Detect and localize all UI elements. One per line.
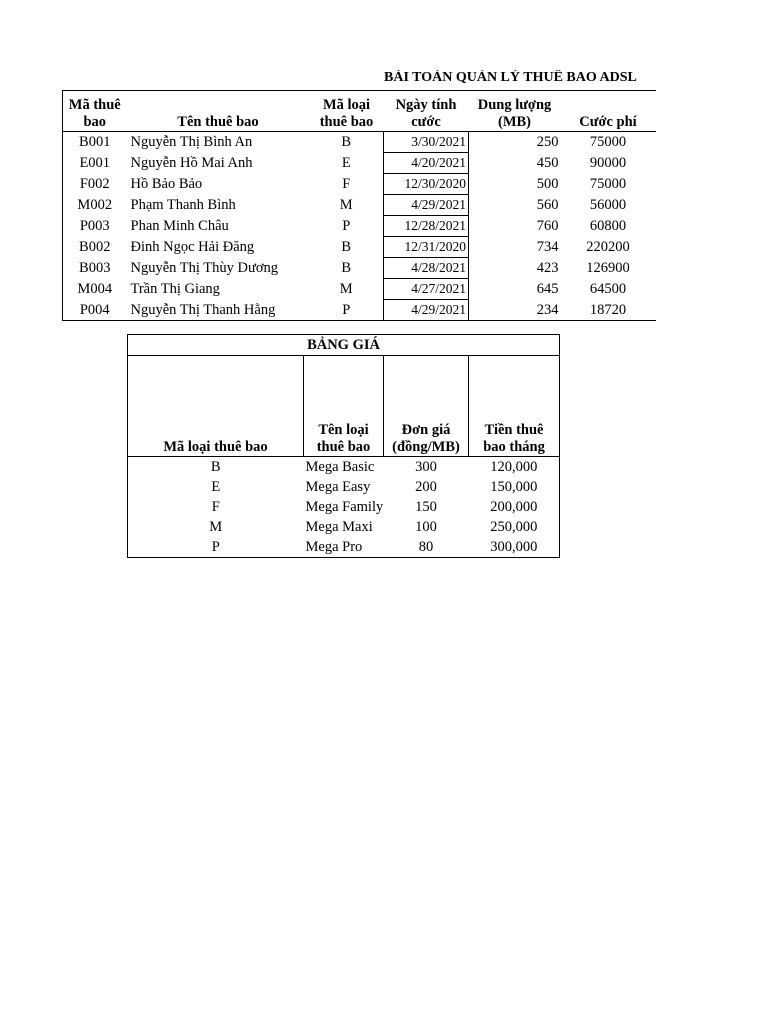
cell-ma-thue-bao: F002 xyxy=(63,174,127,195)
cell-ngay-tinh-cuoc: 12/28/2021 xyxy=(384,216,469,237)
cell-ngay-tinh-cuoc: 12/31/2020 xyxy=(384,237,469,258)
cell-ma-loai: B xyxy=(210,459,221,475)
table-row xyxy=(63,216,656,237)
header-tien-thue: Tiền thuê bao tháng xyxy=(469,356,560,457)
header-ma-thue-bao: Mã thuê bao xyxy=(63,91,127,132)
header-ngay-tinh-cuoc: Ngày tính cước xyxy=(384,91,469,132)
cell-ten-thue-bao: Phan Minh Châu xyxy=(130,218,229,234)
table-row xyxy=(128,477,560,497)
cell-ten-thue-bao: Nguyễn Thị Thùy Dương xyxy=(130,260,278,276)
cell-cuoc-phi: 18720 xyxy=(561,300,656,321)
cell-dung-luong: 500 xyxy=(536,176,559,192)
cell-cuoc-phi: 90000 xyxy=(589,155,627,171)
cell-ma-thue-bao: M004 xyxy=(63,279,127,300)
cell-ngay-tinh-cuoc: 4/29/2021 xyxy=(384,195,469,216)
cell-ma-loai: M xyxy=(339,281,353,297)
cell-tien-thue: 250,000 xyxy=(490,519,538,535)
cell-dung-luong: 760 xyxy=(536,218,559,234)
cell-tien-thue: 150,000 xyxy=(490,479,538,495)
cell-don-gia: 150 xyxy=(415,499,437,515)
cell-dung-luong: 734 xyxy=(536,239,559,255)
cell-cuoc-phi: 75000 xyxy=(589,176,627,192)
price-table xyxy=(127,334,560,558)
cell-ngay-tinh-cuoc: 3/30/2021 xyxy=(384,132,469,153)
cell-ma-loai: M xyxy=(209,519,223,535)
table-row xyxy=(63,279,656,300)
header-ten-thue-bao: Tên thuê bao xyxy=(127,91,310,132)
header-ma-loai: Mã loại thuê bao xyxy=(310,91,384,132)
subscriber-table xyxy=(62,90,656,321)
cell-ten-thue-bao: Trần Thị Giang xyxy=(130,281,220,297)
cell-ma-loai: P xyxy=(310,300,384,321)
cell-ngay-tinh-cuoc: 4/20/2021 xyxy=(384,153,469,174)
cell-ma-thue-bao: B002 xyxy=(63,237,127,258)
cell-dung-luong: 423 xyxy=(536,260,559,276)
cell-cuoc-phi: 56000 xyxy=(589,197,627,213)
cell-ma-thue-bao: E001 xyxy=(63,153,127,174)
cell-ten-loai: Mega Maxi xyxy=(305,519,373,535)
cell-cuoc-phi: 220200 xyxy=(586,239,630,255)
cell-ma-thue-bao: B001 xyxy=(63,132,127,153)
table-row xyxy=(63,153,656,174)
cell-ma-loai: B xyxy=(341,260,352,276)
cell-dung-luong: 645 xyxy=(536,281,559,297)
cell-ten-thue-bao: Nguyễn Thị Thanh Hằng xyxy=(127,300,310,321)
cell-ma-loai: E xyxy=(211,479,221,495)
table-row xyxy=(128,517,560,537)
cell-ma-thue-bao: P004 xyxy=(63,300,127,321)
cell-dung-luong: 250 xyxy=(536,134,559,151)
header-don-gia: Đơn giá (đồng/MB) xyxy=(384,356,469,457)
table-row xyxy=(63,174,656,195)
cell-ma-loai: F xyxy=(211,499,220,515)
cell-ten-thue-bao: Đinh Ngọc Hải Đăng xyxy=(130,239,255,255)
header-ten-loai: Tên loại thuê bao xyxy=(304,356,384,457)
cell-ma-loai: B xyxy=(341,134,352,151)
cell-ngay-tinh-cuoc: 4/29/2021 xyxy=(384,300,469,321)
cell-ten-thue-bao: Nguyễn Hồ Mai Anh xyxy=(130,155,253,171)
cell-dung-luong: 450 xyxy=(536,155,559,171)
cell-dung-luong: 234 xyxy=(469,300,561,321)
cell-ma-loai: B xyxy=(341,239,352,255)
header-ma-loai-thue-bao: Mã loại thuê bao xyxy=(128,356,304,457)
cell-ten-loai: Mega Pro xyxy=(305,539,363,555)
cell-ten-thue-bao: Nguyễn Thị Bình An xyxy=(130,134,253,151)
table-row xyxy=(63,237,656,258)
table-row xyxy=(128,457,560,478)
cell-ma-loai: E xyxy=(341,155,351,171)
cell-ma-thue-bao: M002 xyxy=(63,195,127,216)
cell-tien-thue: 300,000 xyxy=(490,539,538,555)
table-row xyxy=(63,132,656,153)
table-row xyxy=(63,195,656,216)
table-row xyxy=(63,258,656,279)
cell-cuoc-phi: 64500 xyxy=(589,281,627,297)
cell-ma-loai: P xyxy=(211,539,220,555)
table-row xyxy=(128,537,560,558)
cell-cuoc-phi: 126900 xyxy=(586,260,630,276)
cell-don-gia: 100 xyxy=(415,519,437,535)
cell-ten-thue-bao: Phạm Thanh Bình xyxy=(130,197,236,213)
table-row xyxy=(63,300,656,321)
sheet-title: BÀI TOÁN QUẢN LÝ THUÊ BAO ADSL xyxy=(384,70,637,85)
cell-ngay-tinh-cuoc: 4/28/2021 xyxy=(384,258,469,279)
cell-tien-thue: 200,000 xyxy=(490,499,538,515)
cell-tien-thue: 120,000 xyxy=(490,459,538,475)
table-row xyxy=(128,497,560,517)
cell-ten-thue-bao: Hồ Bảo Bảo xyxy=(130,176,203,192)
cell-ten-loai: Mega Easy xyxy=(305,479,371,495)
cell-cuoc-phi: 75000 xyxy=(589,134,627,151)
cell-ngay-tinh-cuoc: 4/27/2021 xyxy=(384,279,469,300)
cell-ma-thue-bao: B003 xyxy=(63,258,127,279)
cell-ma-thue-bao: P003 xyxy=(63,216,127,237)
cell-ma-loai: M xyxy=(339,197,353,213)
cell-ma-loai: P xyxy=(342,218,351,234)
cell-ten-loai: Mega Family xyxy=(305,499,384,515)
price-table-caption: BẢNG GIÁ xyxy=(128,335,560,356)
cell-ten-loai: Mega Basic xyxy=(305,459,375,475)
cell-don-gia: 300 xyxy=(415,459,437,475)
cell-ngay-tinh-cuoc: 12/30/2020 xyxy=(384,174,469,195)
cell-ma-loai: F xyxy=(342,176,351,192)
cell-don-gia: 200 xyxy=(415,479,437,495)
header-dung-luong: Dung lượng (MB) xyxy=(469,91,561,132)
cell-dung-luong: 560 xyxy=(536,197,559,213)
cell-don-gia: 80 xyxy=(418,539,434,555)
cell-cuoc-phi: 60800 xyxy=(589,218,627,234)
header-cuoc-phi: Cước phí xyxy=(561,91,656,132)
